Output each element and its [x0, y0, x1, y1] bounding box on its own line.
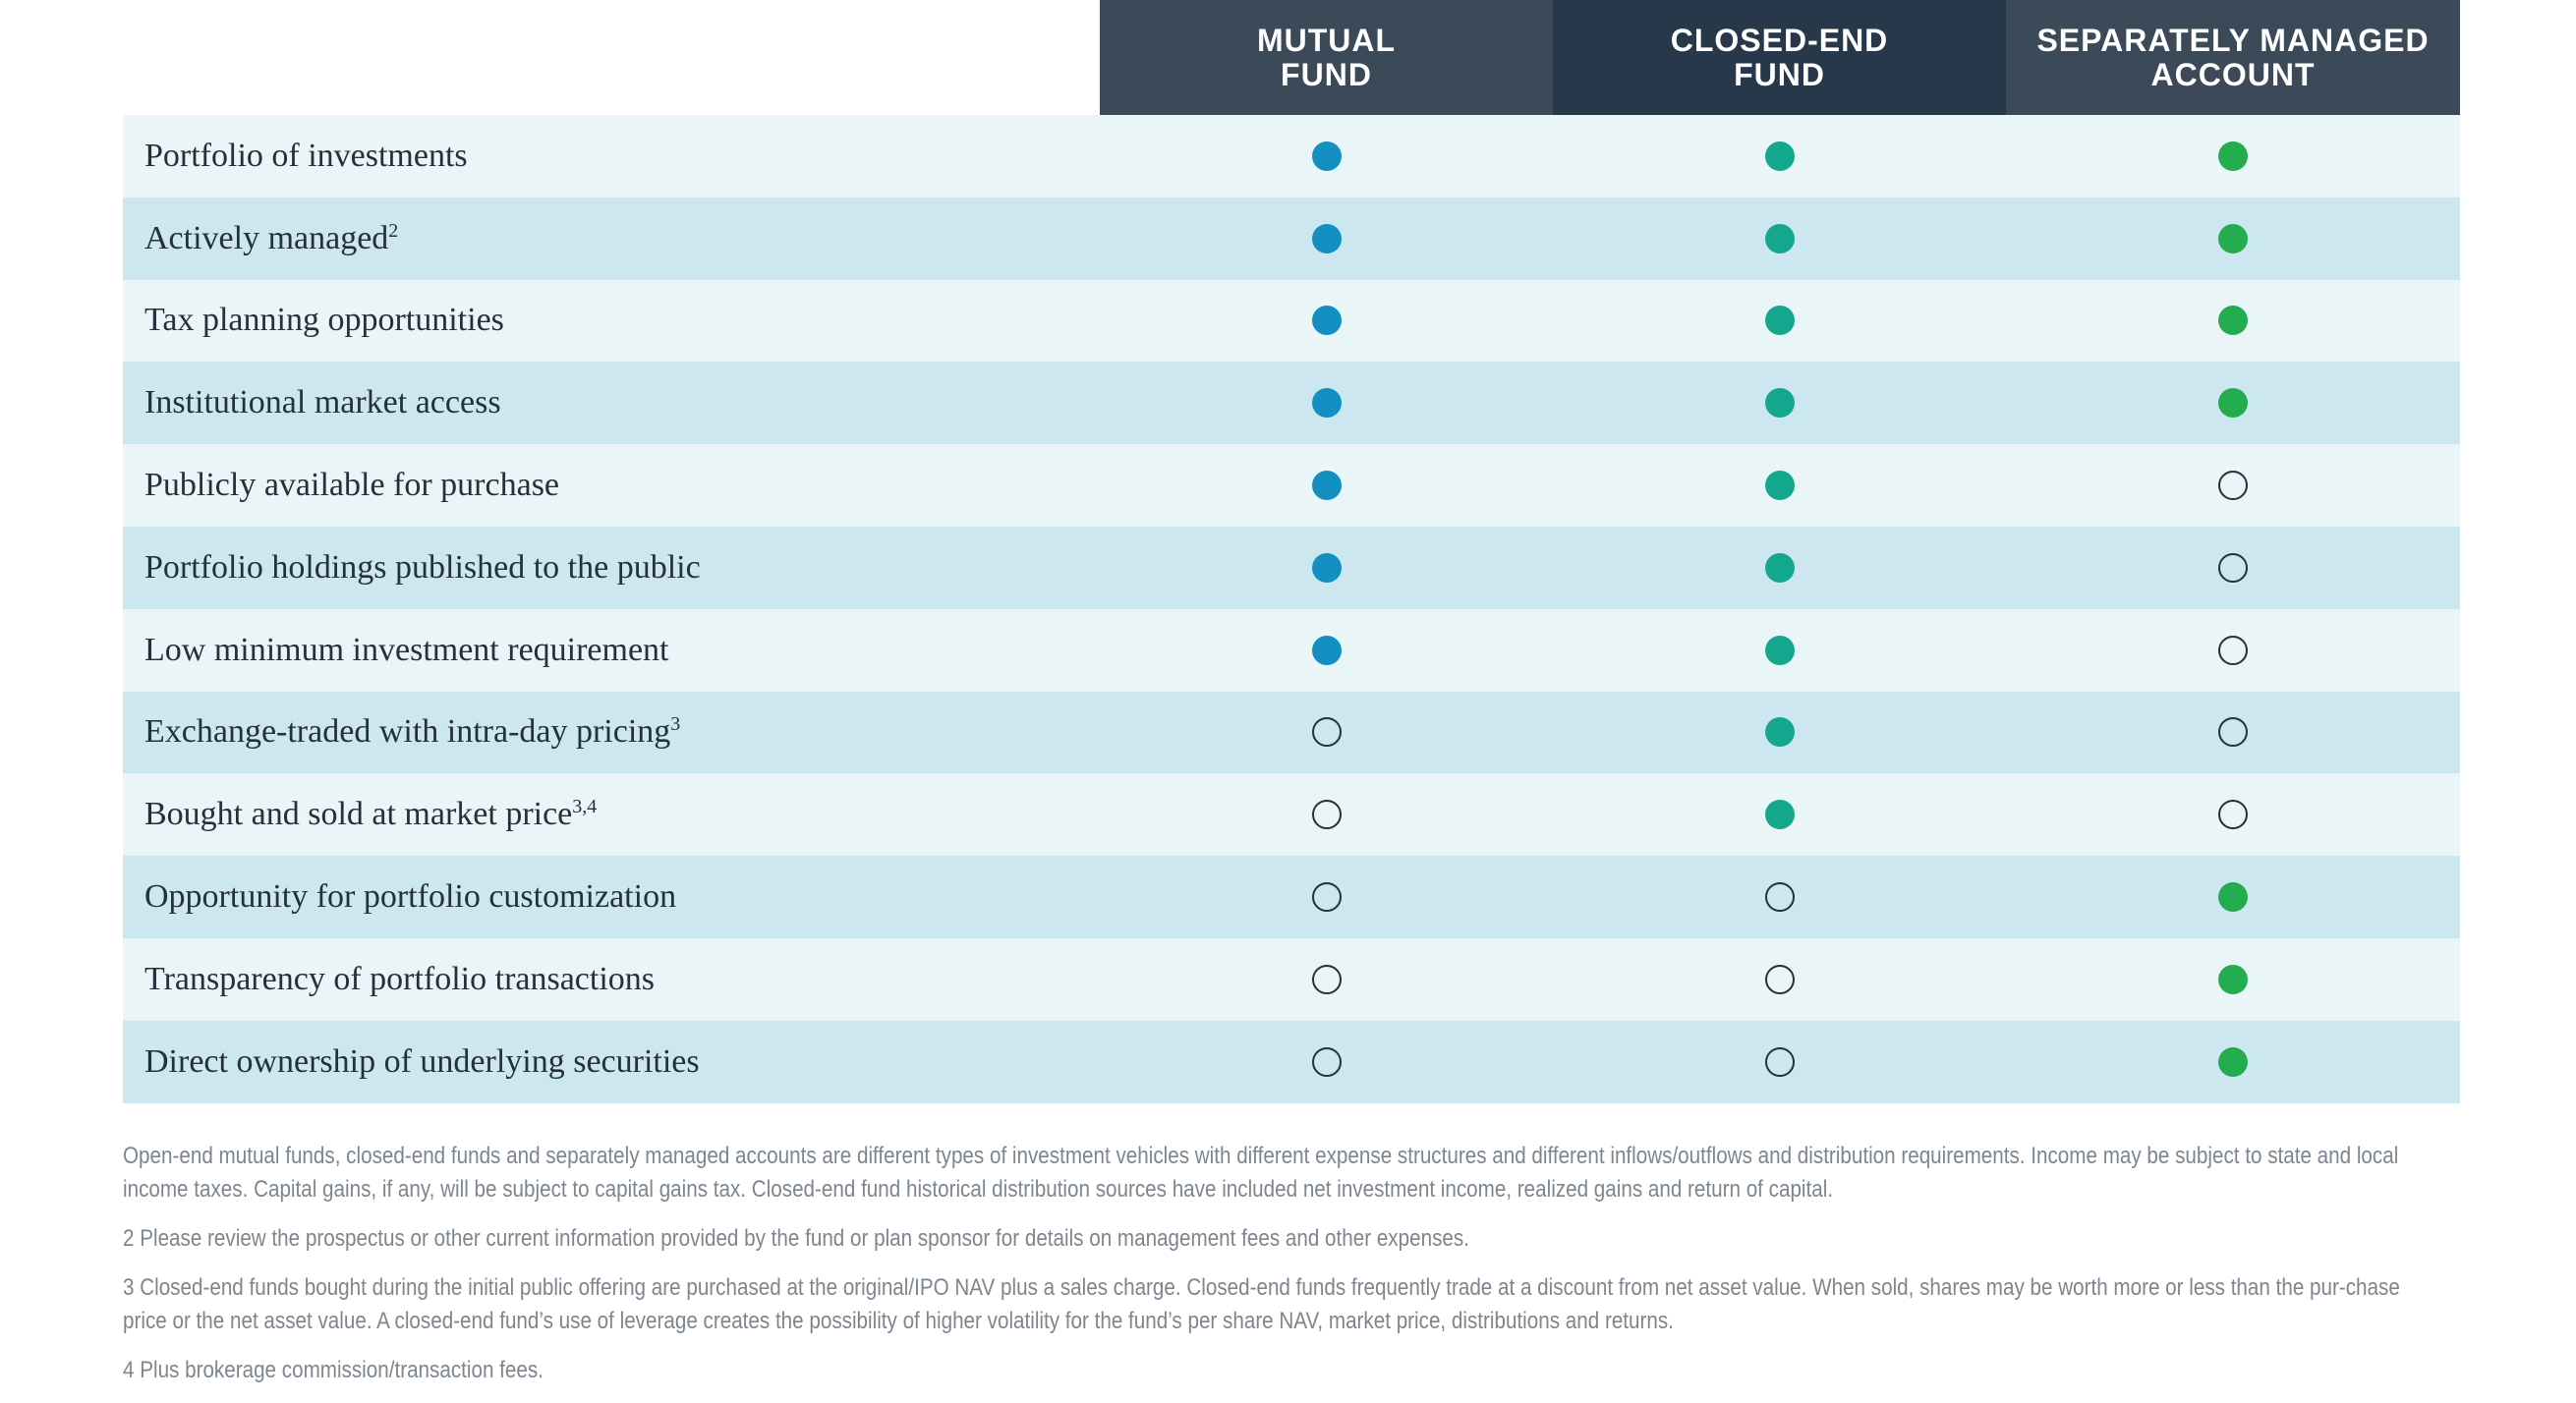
filled-circle-icon [2218, 306, 2248, 335]
table-row [123, 197, 2460, 280]
mark-cell-closed-end-fund [1553, 224, 2006, 253]
row-label-text: Low minimum investment requirement [144, 631, 669, 668]
filled-circle-icon [1765, 553, 1795, 583]
footnote-4: 4 Plus brokerage commission/transaction fees. [123, 1357, 544, 1383]
mark-cell-closed-end-fund [1553, 882, 2006, 912]
empty-circle-icon [1765, 1047, 1795, 1077]
comparison-table [123, 0, 2460, 1103]
row-label-text: Opportunity for portfolio customization [144, 878, 677, 916]
row-label-text: Institutional market access [144, 384, 501, 421]
column-header-mutual-fund: MUTUAL FUND [1100, 0, 1553, 115]
row-label-text: Transparency of portfolio transactions [144, 960, 656, 997]
mark-cell-closed-end-fund [1553, 306, 2006, 335]
mark-cell-mutual-fund [1100, 141, 1553, 171]
filled-circle-icon [1312, 388, 1342, 418]
mark-cell-closed-end-fund [1553, 388, 2006, 418]
filled-circle-icon [1765, 471, 1795, 500]
mark-cell-mutual-fund [1100, 471, 1553, 500]
empty-circle-icon [1765, 965, 1795, 994]
filled-circle-icon [1765, 141, 1795, 171]
mark-cell-mutual-fund [1100, 882, 1553, 912]
mark-cell-separately-managed-account [2006, 636, 2459, 665]
row-label-text: Portfolio holdings published to the public [144, 548, 701, 586]
table-row [123, 609, 2460, 692]
mark-cell-mutual-fund [1100, 717, 1553, 747]
row-label [123, 713, 1100, 751]
mark-cell-separately-managed-account [2006, 224, 2459, 253]
mark-cell-closed-end-fund [1553, 553, 2006, 583]
table-row [123, 444, 2460, 527]
table-row [123, 692, 2460, 774]
table-row [123, 1021, 2460, 1103]
column-header-closed-end-fund: CLOSED-END FUND [1553, 0, 2006, 115]
mark-cell-mutual-fund [1100, 306, 1553, 335]
mark-cell-closed-end-fund [1553, 636, 2006, 665]
footnote-reference: 2 [388, 219, 399, 242]
row-label [123, 549, 1100, 587]
footnote-reference: 3,4 [572, 796, 598, 818]
row-label [123, 302, 1100, 339]
column-header-separately-managed-account: SEPARATELY MANAGED ACCOUNT [2006, 0, 2460, 115]
row-label [123, 1043, 1100, 1081]
filled-circle-icon [1312, 636, 1342, 665]
filled-circle-icon [2218, 965, 2248, 994]
mark-cell-mutual-fund [1100, 636, 1553, 665]
empty-circle-icon [2218, 636, 2248, 665]
mark-cell-mutual-fund [1100, 553, 1553, 583]
mark-cell-mutual-fund [1100, 800, 1553, 829]
mark-cell-mutual-fund [1100, 224, 1553, 253]
row-label-text: Portfolio of investments [144, 137, 468, 174]
filled-circle-icon [2218, 882, 2248, 912]
table-row [123, 280, 2460, 363]
footnote-2: 2 Please review the prospectus or other current information provided by the fund or plan sponsor for details on management fees and other expenses. [123, 1225, 1469, 1252]
table-row [123, 938, 2460, 1021]
row-label [123, 878, 1100, 916]
footnote-reference: 3 [670, 713, 681, 736]
empty-circle-icon [2218, 717, 2248, 747]
mark-cell-closed-end-fund [1553, 800, 2006, 829]
row-label [123, 467, 1100, 504]
table-row [123, 856, 2460, 938]
row-label-text: Publicly available for purchase [144, 467, 560, 504]
mark-cell-separately-managed-account [2006, 800, 2459, 829]
table-row [123, 362, 2460, 444]
table-row [123, 773, 2460, 856]
filled-circle-icon [1765, 306, 1795, 335]
empty-circle-icon [1765, 882, 1795, 912]
footnote-3: 3 Closed-end funds bought during the initial public offering are purchased at the original/IPO NAV plus a sales charge. Closed-end funds frequently trade at a discount from net asset value. When sold, shares may be worth more or less than the pur-chase price or the net asset value. A closed-end fund’s use of leverage creates the possibility of higher volatility for the fund’s per share NAV, market price, distributions and returns. [123, 1274, 2400, 1334]
mark-cell-closed-end-fund [1553, 141, 2006, 171]
table-row [123, 115, 2460, 197]
mark-cell-separately-managed-account [2006, 141, 2459, 171]
empty-circle-icon [1312, 800, 1342, 829]
mark-cell-separately-managed-account [2006, 717, 2459, 747]
filled-circle-icon [1765, 388, 1795, 418]
filled-circle-icon [2218, 224, 2248, 253]
mark-cell-closed-end-fund [1553, 717, 2006, 747]
table-body [123, 115, 2460, 1103]
mark-cell-closed-end-fund [1553, 471, 2006, 500]
row-label-text: Actively managed [144, 219, 389, 256]
filled-circle-icon [2218, 1047, 2248, 1077]
empty-circle-icon [2218, 800, 2248, 829]
mark-cell-closed-end-fund [1553, 1047, 2006, 1077]
filled-circle-icon [1765, 224, 1795, 253]
mark-cell-separately-managed-account [2006, 388, 2459, 418]
row-label [123, 220, 1100, 257]
row-label-text: Tax planning opportunities [144, 302, 504, 339]
header-spacer [123, 0, 1100, 115]
row-label-text: Bought and sold at market price [144, 796, 573, 833]
mark-cell-separately-managed-account [2006, 965, 2459, 994]
empty-circle-icon [2218, 553, 2248, 583]
mark-cell-separately-managed-account [2006, 306, 2459, 335]
empty-circle-icon [1312, 717, 1342, 747]
filled-circle-icon [1312, 553, 1342, 583]
row-label-text: Direct ownership of underlying securities [144, 1042, 700, 1080]
empty-circle-icon [1312, 965, 1342, 994]
filled-circle-icon [1312, 224, 1342, 253]
empty-circle-icon [2218, 471, 2248, 500]
table-header [123, 0, 2460, 115]
row-label [123, 632, 1100, 669]
row-label [123, 384, 1100, 421]
filled-circle-icon [1765, 636, 1795, 665]
empty-circle-icon [1312, 882, 1342, 912]
filled-circle-icon [1765, 717, 1795, 747]
mark-cell-separately-managed-account [2006, 882, 2459, 912]
filled-circle-icon [1312, 306, 1342, 335]
mark-cell-mutual-fund [1100, 388, 1553, 418]
empty-circle-icon [1312, 1047, 1342, 1077]
filled-circle-icon [2218, 141, 2248, 171]
mark-cell-closed-end-fund [1553, 965, 2006, 994]
mark-cell-separately-managed-account [2006, 553, 2459, 583]
filled-circle-icon [1765, 800, 1795, 829]
row-label [123, 961, 1100, 998]
mark-cell-separately-managed-account [2006, 471, 2459, 500]
row-label-text: Exchange-traded with intra-day pricing [144, 713, 671, 751]
footnote-disclaimer: Open-end mutual funds, closed-end funds and separately managed accounts are different types of investment vehicles with different expense structures and different inflows/outflows and distribution requirements. Income may be subject to state and local income taxes. Capital gains, if any, will be subject to capital gains tax. Closed-end fund historical distribution sources have included net investment income, realized gains and return of capital. [123, 1143, 2399, 1203]
table-row [123, 527, 2460, 609]
row-label [123, 138, 1100, 175]
footnotes [123, 1140, 2400, 1403]
mark-cell-mutual-fund [1100, 965, 1553, 994]
mark-cell-separately-managed-account [2006, 1047, 2459, 1077]
row-label [123, 796, 1100, 833]
filled-circle-icon [1312, 141, 1342, 171]
filled-circle-icon [2218, 388, 2248, 418]
filled-circle-icon [1312, 471, 1342, 500]
mark-cell-mutual-fund [1100, 1047, 1553, 1077]
